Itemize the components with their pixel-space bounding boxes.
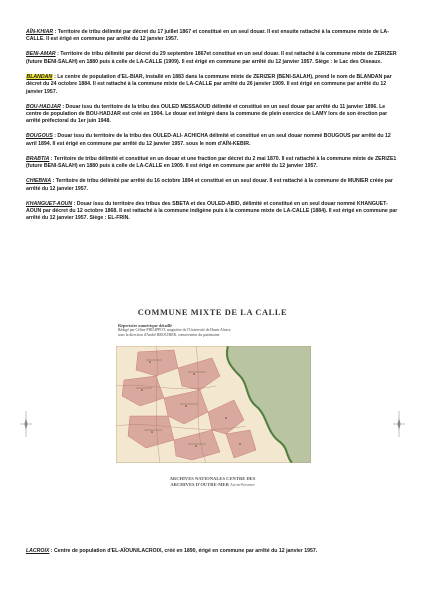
entry-text: : Territoire de tribu délimité par arrêté du 16 octobre 1894 et constitué en un seul douar. Il est rattaché à la commune de MUNIER créée par arrêté du 12 janvier 1957. bbox=[26, 178, 393, 192]
entry-name-highlighted: BLANDAN bbox=[26, 73, 53, 80]
entry-brabtia bbox=[26, 156, 400, 171]
entry-text: : Douar issu du territoire de la tribu des OULED-ALI- ACHICHA délimité et constitué en un seul douar nommé BOUGOUS par arrêté du 12 avril 1894. Il est érigé en commune par arrêté du 12 janvier 1957. sous le nom d'AÏN-KEBIR. bbox=[26, 133, 391, 147]
map-subtitle bbox=[118, 323, 231, 338]
entry-name: BOUGOUS bbox=[26, 133, 53, 140]
entry-lacroix bbox=[26, 548, 400, 555]
entry-text: : Territoire de tribu délimité et constitué en un douar et une fraction par décret du 2 mai 1870. Il est rattaché à la commune mixte de ZERIZE1 (future BENI-SALAH) en 1880 puis à celle de LA-CALLE en 1909. Il est érigé en commune par arrêté du 12 janvier 1957. bbox=[26, 155, 397, 170]
registration-mark-left bbox=[20, 411, 32, 437]
historical-map-image bbox=[116, 346, 311, 463]
entry-text: : Le centre de population d'EL-BIAR, installé en 1883 dans la commune mixte de ZERIZER (BENI-SALAH), prend le nom de BLANDAN par décret du 24 octobre 1884. Il est rattaché à la commune mixte de LA-CALLE par arrêté du 26 janvier 1909. Il est érigé en commune par arrêté du 12 janvier 1957. bbox=[26, 73, 392, 95]
entry-text: : Centre de population d'EL-AÏOUN/LACROIX, créé en 1890, érigé en commune par arrêté du 12 janvier 1957. bbox=[49, 548, 318, 554]
entry-bougous bbox=[26, 133, 400, 148]
entry-ain-khiar bbox=[26, 29, 400, 44]
map-subtitle-line-1: Répertoire numérique détaillé bbox=[118, 323, 172, 328]
entry-text: : Territoire de tribu délimité par décret du 29 septembre 1867et constitué en un seul douar. Il est rattaché à la commune mixte de ZERIZER (future BENI-SALAH) en 1880 puis à celle de LA-CALLE (1909). Il est érigé en commune par arrêté du 12 janvier 1957. Siège : le Lac des Oiseaux. bbox=[26, 51, 397, 65]
commune-entries bbox=[26, 29, 400, 230]
entry-text: : Douar issu du territoire des tribus des SBETA et des OULED-ABID, délimité et constitué en un seul douar nommé KHANGUET-AOUN par décret du 12 octobre 1868. Il est rattaché à la commune indigène puis à la commune mixte de LA-CALLE (1884). Il est érigé en commune par arrêté du 12 janvier 1957. Siège : EL-FRIN. bbox=[26, 200, 398, 222]
map-footer-line-2-main: ARCHIVES D'OUTRE-MER bbox=[170, 482, 229, 487]
entry-name: CHIEBNIA bbox=[26, 178, 52, 185]
entry-khanguet-aoun bbox=[26, 201, 400, 223]
registration-mark-right bbox=[393, 411, 405, 437]
map-title: COMMUNE MIXTE DE LA CALLE bbox=[137, 308, 288, 317]
entry-name: BENI-AMAR bbox=[26, 51, 56, 58]
entry-name: AÏN-KHIAR bbox=[26, 29, 54, 35]
entry-name: LACROIX bbox=[26, 548, 50, 554]
map-subtitle-line-3: sous la direction d'André BROCHIER, conservateur du patrimoine bbox=[118, 333, 220, 337]
entry-text: : Douar issu du territoire de la tribu des OULED MESSAOUD délimité et constitué en un seul douar par arrêté du 11 janvier 1896. Le centre de population de BOU-HADJAR est créé en 1904. Le douar est intégré dans la commune de plein exercice de LAMY lors de son érection par arrêté préfectoral du 1er juin 1948. bbox=[26, 103, 388, 125]
map-footer-place: Aix-en-Provence bbox=[230, 483, 255, 487]
entry-text: : Territoire de tribu délimité par décret du 17 juillet 1867 et constitué en un seul douar. Il est ensuite rattaché à la commune mixte de LA-CALLE. Il est érigé en commune par arrêté du 12 janvier 1957. bbox=[26, 29, 389, 43]
entry-chiebnia bbox=[26, 178, 400, 193]
entry-name: BOU-HADJAR bbox=[26, 103, 61, 110]
map-cover-figure bbox=[104, 299, 321, 503]
map-footer-line-2 bbox=[104, 482, 321, 488]
entry-name: BRABTIA bbox=[26, 155, 50, 162]
entry-bou-hadjar bbox=[26, 104, 400, 126]
entry-blandan bbox=[26, 74, 400, 96]
entry-beni-amar bbox=[26, 51, 400, 66]
map-subtitle-line-2: Rédigé par Céline PHILIPPOT, magistère de l'Université de Haute Alsace, bbox=[118, 328, 232, 332]
map-footer bbox=[104, 476, 321, 488]
map-footer-line-1: ARCHIVES NATIONALES CENTRE DES bbox=[169, 476, 256, 481]
entry-name: KHANGUET-AOUN bbox=[26, 200, 73, 207]
